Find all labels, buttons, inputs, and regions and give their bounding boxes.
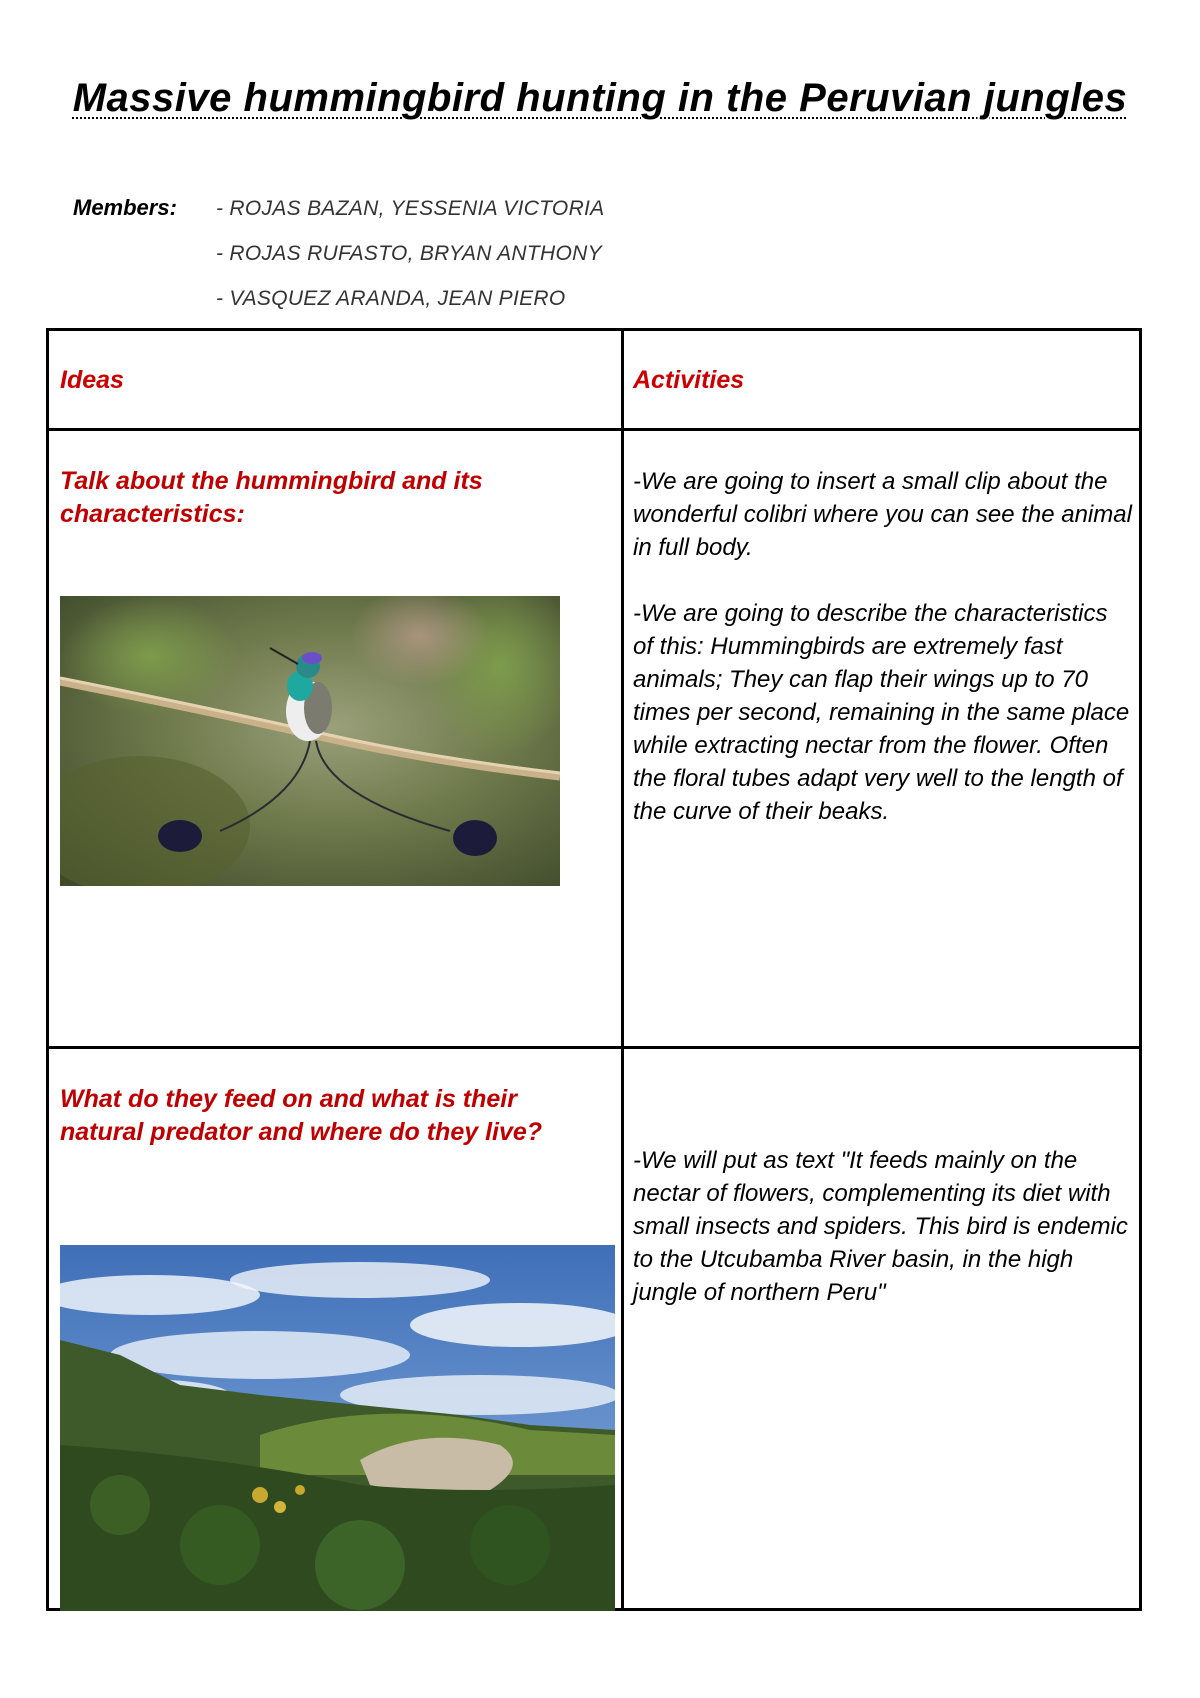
members-label: Members: <box>73 195 177 220</box>
ideas-activities-table <box>46 328 1142 1611</box>
member-name: - VASQUEZ ARANDA, JEAN PIERO <box>216 287 566 310</box>
activity-text: -We are going to insert a small clip about the wonderful colibri where you can see the animal in full body. <box>633 468 1132 561</box>
idea-text: What do they feed on and what is their natural predator and where do they live? <box>60 1085 543 1146</box>
activity-text: -We are going to describe the characteristics of this: Hummingbirds are extremely fast animals; They can flap their wings up to 70 times per second, remaining in the same place while extracting nectar from the flower. Often the floral tubes adapt very well to the length of the curve of their beaks. <box>633 600 1130 825</box>
table-column-divider <box>621 331 624 1608</box>
document-title: Massive hummingbird hunting in the Peruvian jungles <box>72 76 1128 120</box>
idea-text: Talk about the hummingbird and its characteristics: <box>60 467 483 528</box>
member-name: - ROJAS BAZAN, YESSENIA VICTORIA <box>216 197 605 220</box>
activities-header: Activities <box>633 366 745 394</box>
hummingbird-photo <box>60 596 560 886</box>
jungle-landscape-photo <box>60 1245 615 1611</box>
table-row-divider <box>49 1046 1139 1049</box>
activity-text: -We will put as text "It feeds mainly on the nectar of flowers, complementing its diet with small insects and spiders. This bird is endemic to the Utcubamba River basin, in the high jungle of northern Peru" <box>633 1147 1128 1306</box>
activities-cell <box>633 1144 1133 1342</box>
activities-cell <box>633 465 1133 861</box>
ideas-header: Ideas <box>60 366 124 394</box>
table-row-divider <box>49 428 1139 431</box>
member-name: - ROJAS RUFASTO, BRYAN ANTHONY <box>216 242 602 265</box>
